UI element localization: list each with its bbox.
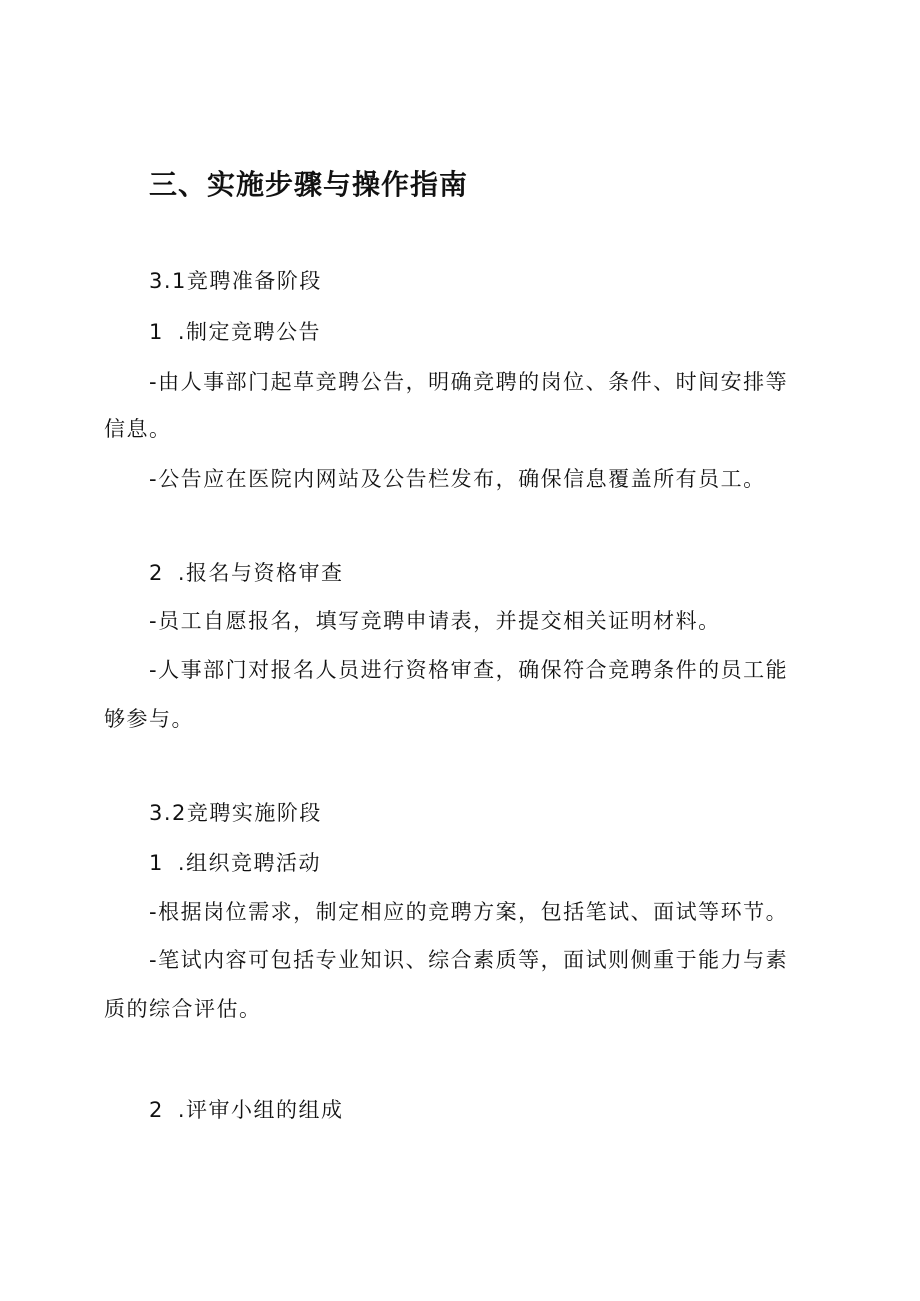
- item-title-text: .制定竞聘公告: [177, 320, 322, 344]
- bullet-continuation: 够参与。: [104, 707, 194, 731]
- bullet-line: -根据岗位需求，制定相应的竞聘方案，包括笔试、面试等环节。: [149, 900, 789, 924]
- bullet-line: -员工自愿报名，填写竞聘申请表，并提交相关证明材料。: [149, 609, 721, 633]
- bullet-continuation: 信息。: [104, 417, 172, 441]
- item-title-text: .评审小组的组成: [177, 1098, 344, 1122]
- section-title-3-2: 3.2竞聘实施阶段: [149, 801, 322, 825]
- item-number: 2: [149, 1098, 164, 1122]
- item-title-2-2: [149, 1094, 344, 1126]
- bullet-line: -由人事部门起草竞聘公告，明确竞聘的岗位、条件、时间安排等: [149, 370, 789, 394]
- item-number: 2: [149, 561, 164, 585]
- bullet-line: -人事部门对报名人员进行资格审查，确保符合竞聘条件的员工能: [149, 658, 789, 682]
- item-title-1-1: [149, 316, 321, 348]
- item-title-1-2: [149, 557, 344, 589]
- item-number: 1: [149, 851, 164, 875]
- page-heading: 三、实施步骤与操作指南: [149, 168, 469, 201]
- item-title-text: .报名与资格审查: [177, 561, 344, 585]
- item-title-text: .组织竞聘活动: [177, 851, 322, 875]
- item-title-2-1: [149, 847, 321, 879]
- bullet-continuation: 质的综合评估。: [104, 997, 262, 1021]
- bullet-line: -笔试内容可包括专业知识、综合素质等，面试则侧重于能力与素: [149, 948, 789, 972]
- bullet-line: -公告应在医院内网站及公告栏发布，确保信息覆盖所有员工。: [149, 467, 766, 491]
- section-title-3-1: 3.1竞聘准备阶段: [149, 269, 322, 293]
- item-number: 1: [149, 320, 164, 344]
